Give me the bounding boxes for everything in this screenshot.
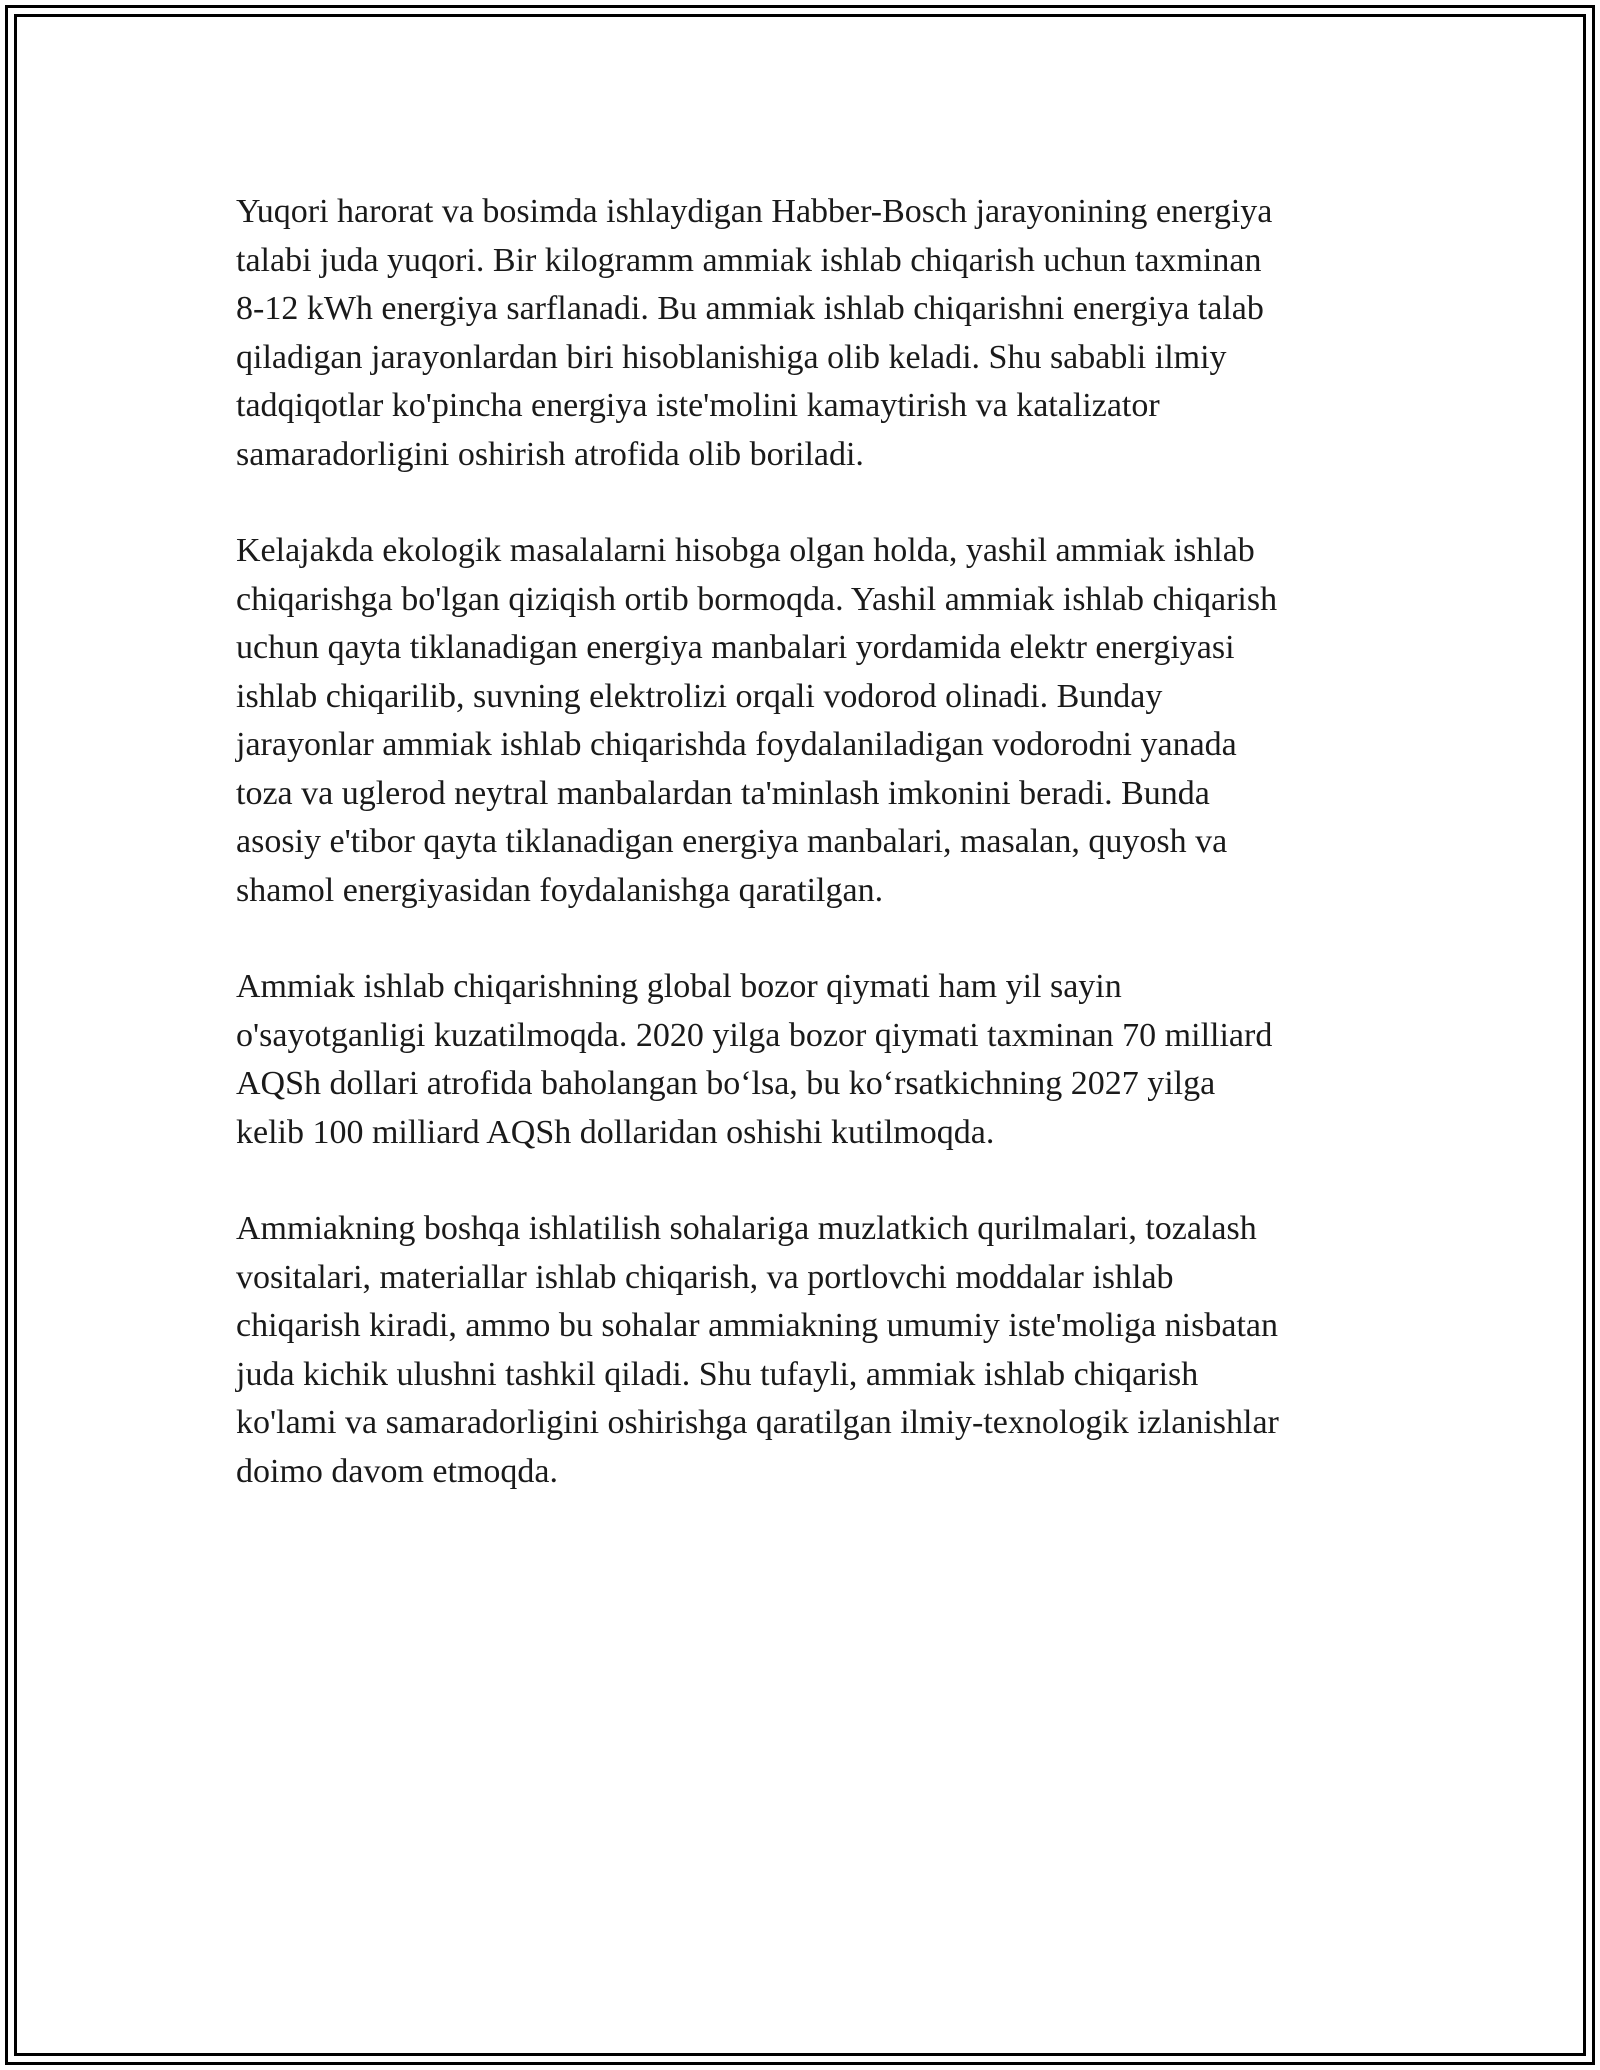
document-body	[236, 188, 1376, 1544]
text-line: doimo davom etmoqda.	[236, 1452, 559, 1490]
text-line: Ammiakning boshqa ishlatilish sohalariga muzlatkich qurilmalari, tozalash	[236, 1210, 1257, 1247]
text-line: talabi juda yuqori. Bir kilogramm ammiak ishlab chiqarish uchun taxminan	[236, 241, 1262, 279]
text-line: qiladigan jarayonlardan biri hisoblanishiga olib keladi. Shu sababli ilmiy	[236, 338, 1227, 376]
text-line: ko'lami va samaradorligini oshirishga qaratilgan ilmiy-texnologik izlanishlar	[236, 1404, 1279, 1441]
text-line: jarayonlar ammiak ishlab chiqarishda foydalaniladigan vodorodni yanada	[236, 726, 1237, 763]
text-line: juda kichik ulushni tashkil qiladi. Shu tufayli, ammiak ishlab chiqarish	[236, 1355, 1199, 1393]
text-line: uchun qayta tiklanadigan energiya manbalari yordamida elektr energiyasi	[236, 629, 1235, 666]
text-line: shamol energiyasidan foydalanishga qaratilgan.	[236, 871, 884, 909]
text-line: Yuqori harorat va bosimda ishlaydigan Habber-Bosch jarayonining energiya	[236, 193, 1273, 230]
paragraph-other-uses	[236, 1205, 1376, 1496]
text-line: vositalari, materiallar ishlab chiqarish, va portlovchi moddalar ishlab	[236, 1258, 1174, 1296]
text-line: tadqiqotlar ko'pincha energiya iste'molini kamaytirish va katalizator	[236, 387, 1160, 424]
text-line: o'sayotganligi kuzatilmoqda. 2020 yilga bozor qiymati taxminan 70 milliard	[236, 1016, 1273, 1054]
paragraph-energy-demand	[236, 188, 1376, 479]
paragraph-green-ammonia	[236, 527, 1376, 915]
text-line: toza va uglerod neytral manbalardan ta'minlash imkonini beradi. Bunda	[236, 774, 1210, 812]
text-line: kelib 100 milliard AQSh dollaridan oshishi kutilmoqda.	[236, 1113, 995, 1151]
text-line: Ammiak ishlab chiqarishning global bozor qiymati ham yil sayin	[236, 968, 1122, 1005]
text-line: ishlab chiqarilib, suvning elektrolizi orqali vodorod olinadi. Bunday	[236, 677, 1163, 715]
text-line: AQSh dollari atrofida baholangan bo‘lsa, bu ko‘rsatkichning 2027 yilga	[236, 1065, 1216, 1102]
text-line: chiqarishga bo'lgan qiziqish ortib bormoqda. Yashil ammiak ishlab chiqarish	[236, 580, 1278, 618]
text-line: samaradorligini oshirish atrofida olib boriladi.	[236, 435, 864, 473]
text-line: chiqarish kiradi, ammo bu sohalar ammiakning umumiy iste'moliga nisbatan	[236, 1307, 1278, 1344]
text-line: 8-12 kWh energiya sarflanadi. Bu ammiak ishlab chiqarishni energiya talab	[236, 290, 1264, 327]
text-line: Kelajakda ekologik masalalarni hisobga olgan holda, yashil ammiak ishlab	[236, 532, 1255, 569]
text-line: asosiy e'tibor qayta tiklanadigan energiya manbalari, masalan, quyosh va	[236, 823, 1228, 860]
paragraph-market-value	[236, 963, 1376, 1157]
